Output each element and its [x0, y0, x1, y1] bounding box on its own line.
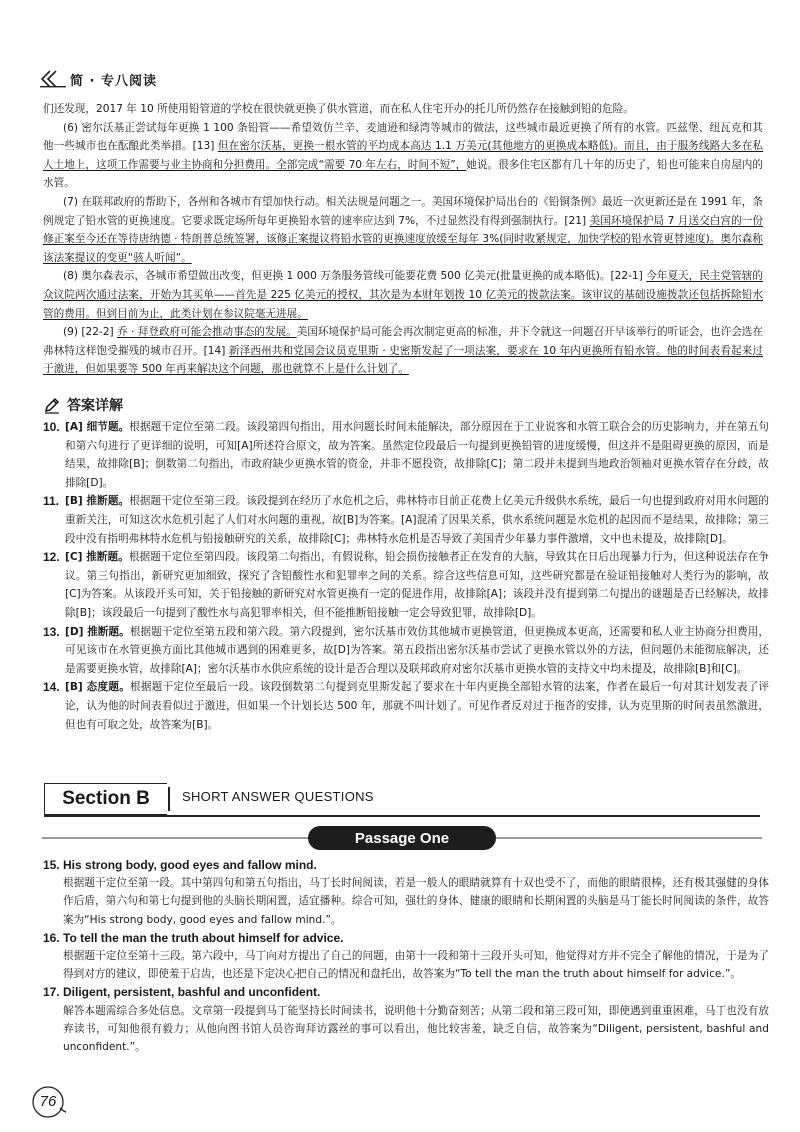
underlined-text: 今年夏天，民主党管辖的众议院两次通过法案，开始为其买单——首先是 225 亿美元的授权，其次是为本财年划拨 10 亿美元的拨款法案。该审议的基础设施拨款还包括拆除铅水管的费用。但到目前为止，此类计划在参议院毫无进展。	[43, 270, 763, 320]
answer-number: 11.	[43, 494, 60, 509]
answer-tag: [C] 推断题。	[65, 551, 129, 564]
answer-tag: [B] 推断题。	[65, 495, 130, 508]
answers-heading	[43, 395, 123, 415]
answer-item	[43, 492, 769, 548]
answer-number: 13.	[43, 624, 60, 639]
passage-paragraph-8	[43, 267, 763, 323]
answer-text: 根据题干定位至第二段。该段第四句指出，用水问题长时间未能解决，部分原因在于工业说客和水管工联合会的历史影响力，并在第五句和第六句进行了更详细的说明，可知[A]所述符合原文，故为答案。虽然定位段最后一句提到更换铅管的进度缓慢，但这并不是阻碍更换的原因，而是结果，故排除[B]；倒数第二句指出，市政府缺少更换水管的资金，并非不愿投资，故排除[C]；第二段并未提到当地政治领袖对更换水管存在分歧，故排除[D]。	[65, 421, 769, 489]
answer-text: 根据题干定位至最后一段。该段倒数第二句提到克里斯发起了要求在十年内更换全部铅水管的法案，作者在最后一句对其计划发表了评论，认为他的时间表看似过于激进，但如果一个计划长达 500 年，那就不叫计划了。可见作者反对过于拖沓的安排，认为克里斯的时间表虽然激进，但也有可取之处，故答案为[B]。	[65, 681, 769, 731]
running-header	[40, 66, 157, 92]
answer-item	[43, 548, 769, 622]
page-number-text: 76	[39, 1093, 57, 1110]
paragraph-text: (8) 奥尔森表示，各城市希望做出改变，但更换 1 000 万条服务管线可能要花费 500 亿美元(批量更换的成本略低)。[22-1]	[63, 270, 647, 283]
divider	[168, 787, 170, 811]
section-label: Section B	[44, 783, 167, 816]
paragraph-text: 她说。很多住宅区都有几十年的历史了，铅也可能来自房屋内的水管。	[43, 158, 763, 190]
short-answer-list	[43, 856, 769, 1056]
answer-text: 根据题干定位至第五段和第六段。第六段提到，密尔沃基市效仿其他城市更换管道，但更换成本更高，还需要和私人业主协商分担费用，可见该市在水管更换方面比其他城市遇到的困难更多，故[D]为答案。第五段指出密尔沃基市尝试了更换水管以外的方法，但问题仍未能彻底解决，还是需要更换水管，故排除[A]；密尔沃基市水供应系统的设计是否合理以及联邦政府对密尔沃基市更换水管的支持文中均未提及，故排除[B]和[C]。	[65, 625, 769, 675]
short-answer-explanation: 解答本题需综合多处信息。文章第一段提到马丁能坚持长时间读书，说明他十分勤奋刻苦；从第二段和第三段可知，即使遇到重重困难，马丁也没有放弃读书，可知他很有毅力；从他向图书馆人员咨询拜访露丝的事可以看出，他比较害羞，缺乏自信，故答案为“Diligent, persistent, bashful and unconfident.”。	[63, 1004, 769, 1054]
answer-item	[43, 678, 769, 734]
answer-tag: [D] 推断题。	[65, 625, 130, 638]
passage-paragraph-0: 们还发现，2017 年 10 所使用铅管道的学校在很快就更换了供水管道，而在私人住宅开办的托儿所仍然存在接触到铅的危险。	[43, 103, 634, 115]
answer-item	[43, 418, 769, 492]
underlined-text: 但在密尔沃基，更换一根水管的平均成本高达 1.1 万美元(其他地方的更换成本略低)。而且，由于服务线路大多在私人土地上，这项工作需要与业主协商和分担费用。全部完成“需要 70 年左右，时间不短”，	[43, 140, 763, 171]
passage-paragraph-9	[43, 323, 763, 379]
passage-label: Passage One	[308, 826, 496, 850]
short-answer-item	[43, 856, 769, 929]
chevron-mark-icon	[40, 69, 66, 89]
underlined-text: 乔 · 拜登政府可能会推动事态的发展。	[117, 326, 297, 339]
pencil-icon	[43, 396, 61, 414]
page-number	[30, 1084, 66, 1120]
short-answer-question: 15. His strong body, good eyes and fallow mind.	[43, 858, 317, 872]
answer-text: 根据题干定位至第四段。该段第二句指出，有假说称，铅会损伤接触者正在发育的大脑，导致其在日后出现暴力行为，但这种说法存在争议。第三句指出，新研究更加细致，探究了含铅酸性水和犯罪率之间的关系。综合这些信息可知，这些研究都是在验证铅接触对人类行为的影响，故[C]为答案。从该段开头可知，关于铅接触的新研究对水管更换有一定的促进作用，故排除[A]；该段并没有提到第二句提出的谜题是否已经解决，故排除[B]；该段最后一句提到了酸性水与高犯罪率相关，但不能推断铅接触一定会导致犯罪，故排除[D]。	[65, 551, 769, 619]
underlined-text: 美国环境保护局 7 月送交白宫的一份修正案至今还在等待唐纳德 · 特朗普总统签署，该修正案提议将铅水管的更换速度放缓至每年 3%(同时收紧规定，加快学校的铅水管更替速度)。奥尔森称该法案提议的变更“骇人听闻”。	[43, 214, 763, 264]
paragraph-text: (9) [22-2]	[63, 326, 118, 339]
passage-banner	[42, 826, 762, 850]
paragraph-text: (6) 密尔沃基正尝试每年更换 1 100 条铅管——希望效仿兰辛、麦迪逊和绿湾等城市的做法，这些城市最近更换了所有的水管。匹兹堡、纽瓦克和其他一些城市也在酝酿此类举措。[13]	[43, 121, 763, 153]
short-answer-item	[43, 983, 769, 1056]
underlined-text: 新泽西州共和党国会议员克里斯 · 史密斯发起了一项法案，要求在 10 年内更换所有铅水管。他的时间表看起来过于激进，但如果要等 500 年再来解决这个问题，那也就算不上是什么计划了。	[43, 344, 763, 376]
paragraph-text: 美国环境保护局可能会再次制定更高的标准，并下令就这一问题召开早该举行的听证会，也许会选在弗林特这样饱受摧残的城市召开。[14]	[43, 326, 763, 357]
section-b-banner	[44, 783, 760, 817]
divider	[44, 815, 760, 817]
short-answer-question: 16. To tell the man the truth about himself for advice.	[43, 930, 344, 945]
answer-number: 14.	[43, 680, 60, 695]
passage-continuation	[43, 100, 763, 379]
short-answer-explanation: 根据题干定位至第一段。其中第四句和第五句指出，马丁长时间阅读，若是一般人的眼睛就算有十双也受不了，而他的眼睛很棒，还有极其强健的身体作后盾，第六句和第七句提到他的头脑长期闲置，适宜播种。综合可知，强壮的身体、健康的眼睛和长期闲置的头脑是马丁能长时间阅读的条件，故答案为“His strong body, good eyes and fallow mind.”。	[63, 877, 769, 926]
short-answer-item	[43, 929, 769, 984]
answer-tag: [A] 细节题。	[65, 421, 130, 433]
paragraph-text: (7) 在联邦政府的帮助下，各州和各城市有望加快行动。相关法规是问题之一。美国环境保护局出台的《铅铜条例》最近一次更新还是在 1991 年，条例规定了铅水管的更换速度。它要求既定场所每年更换铅水管的速率应达到 7%，不过显然没有得到强制执行。[21]	[43, 195, 763, 227]
answer-tag: [B] 态度题。	[65, 681, 131, 694]
answer-item	[43, 623, 769, 679]
passage-paragraph-6	[43, 119, 763, 193]
answers-heading-label: 答案详解	[67, 398, 123, 414]
answer-text: 根据题干定位至第三段。该段提到在经历了水危机之后，弗林特市目前正花费上亿美元升级供水系统，最后一句也提到政府对用水问题的重新关注，可知这次水危机引起了人们对水问题的重视，故[B]为答案。[A]混淆了因果关系，供水系统问题是水危机的起因而不是结果，故排除；第三段中没有指明弗林特水危机与铅接触研究的关系，故排除[C]；弗林特水危机是否导致了美国青少年暴力事件激增，文中也未提及，故排除[D]。	[65, 495, 769, 545]
short-answer-explanation: 根据题干定位至第十三段。第六段中，马丁向对方提出了自己的问题，由第十一段和第十三段开头可知，他觉得对方并不完全了解他的情况，于是为了得到对方的建议，即使羞于启齿，也还是下定决心把自己的情况和盘托出，故答案为“To tell the man the truth about himself for advice.”。	[63, 950, 769, 981]
header-title: 简 · 专八阅读	[70, 73, 157, 89]
section-subtitle: SHORT ANSWER QUESTIONS	[182, 789, 374, 804]
answer-number: 10.	[43, 420, 60, 434]
passage-paragraph-7	[43, 193, 763, 267]
answer-number: 12.	[43, 550, 60, 565]
short-answer-question: 17. Diligent, persistent, bashful and unconfident.	[43, 985, 321, 1000]
answer-explanations	[43, 418, 769, 734]
